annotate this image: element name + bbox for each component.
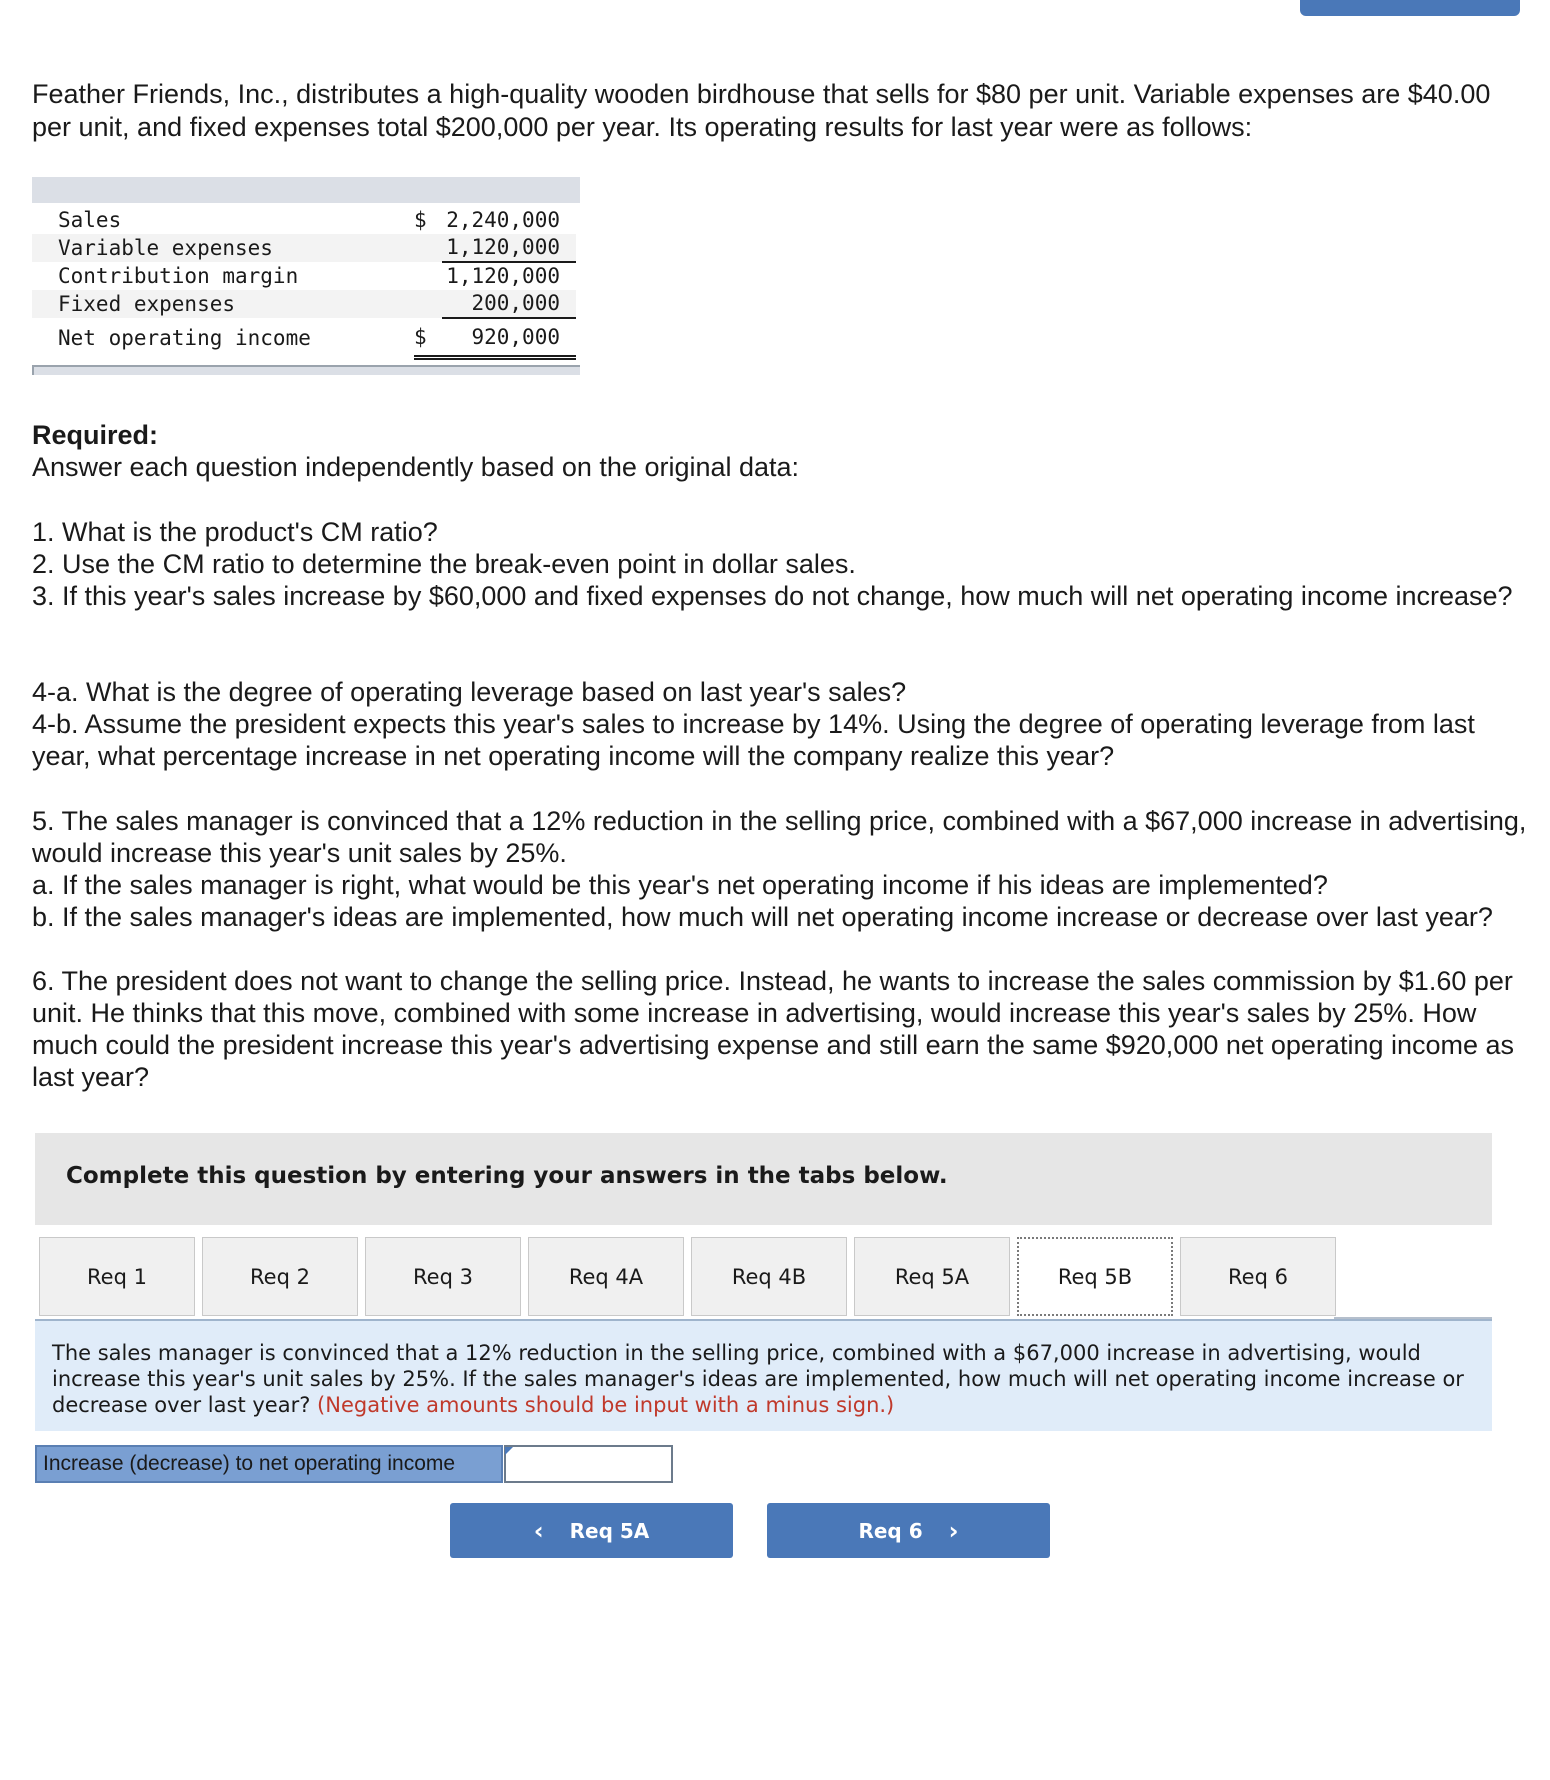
row-amount: 1,120,000 [442, 234, 576, 262]
question-4a: 4-a. What is the degree of operating leverage based on last year's sales? [32, 677, 907, 707]
table-row [32, 262, 576, 290]
tab-req-4b[interactable]: Req 4B [691, 1237, 847, 1316]
question-5b: b. If the sales manager's ideas are implemented, how much will net operating income increase or decrease over last year? [32, 902, 1493, 932]
question-1: 1. What is the product's CM ratio? [32, 517, 438, 547]
row-currency [414, 290, 442, 318]
row-currency [414, 234, 442, 262]
row-label: Sales [58, 208, 122, 232]
question-3: 3. If this year's sales increase by $60,000 and fixed expenses do not change, how much will net operating income increase? [32, 581, 1513, 611]
answer-label: Increase (decrease) to net operating income [35, 1445, 503, 1483]
next-req-button[interactable] [767, 1503, 1050, 1558]
tab-req-6[interactable]: Req 6 [1180, 1237, 1336, 1316]
table-row [32, 207, 576, 234]
tab-bar [39, 1237, 1343, 1318]
problem-intro: Feather Friends, Inc., distributes a high-quality wooden birdhouse that sells for $80 per unit. Variable expenses are $40.00 per unit, and fixed expenses total $200,000 per year. Its operating results for last year were as follows: [32, 79, 1491, 142]
instructions-panel [35, 1133, 1492, 1225]
question-5: 5. The sales manager is convinced that a 12% reduction in the selling price, combined with a $67,000 increase in advertising, would increase this year's unit sales by 25%. [32, 806, 1527, 868]
tab-req-5b[interactable]: Req 5B [1017, 1237, 1173, 1316]
row-label: Net operating income [58, 325, 311, 350]
row-amount: 1,120,000 [446, 264, 560, 288]
questions-5 [32, 805, 1532, 933]
tab-req-1[interactable]: Req 1 [39, 1237, 195, 1316]
questions-1-3 [32, 516, 1532, 612]
next-req-label: Req 6 [858, 1518, 923, 1543]
prev-req-button[interactable] [450, 1503, 733, 1558]
income-statement-table [32, 207, 576, 360]
table-row [32, 234, 576, 262]
chevron-left-icon: ‹ [533, 1516, 544, 1545]
questions-6 [32, 965, 1532, 1093]
income-statement [32, 177, 580, 377]
row-label: Contribution margin [58, 263, 299, 288]
table-row [32, 290, 576, 318]
required-instruction: Answer each question independently based on the original data: [32, 452, 800, 482]
row-currency [414, 262, 442, 290]
tab-req-2[interactable]: Req 2 [202, 1237, 358, 1316]
row-amount: 2,240,000 [446, 208, 560, 232]
question-4b: 4-b. Assume the president expects this year's sales to increase by 14%. Using the degree of operating leverage from last year, what percentage increase in net operating income will the company realize this year? [32, 709, 1475, 771]
question-box-text [52, 1340, 1472, 1418]
row-label: Variable expenses [32, 234, 414, 262]
required-title: Required: [32, 420, 159, 450]
questions-4 [32, 676, 1532, 772]
row-currency: $ [414, 318, 442, 358]
row-label: Fixed expenses [32, 290, 414, 318]
income-statement-footer [32, 365, 580, 375]
tab-req-3[interactable]: Req 3 [365, 1237, 521, 1316]
row-currency: $ [414, 208, 427, 232]
answer-input[interactable] [504, 1445, 673, 1483]
table-row [32, 318, 576, 358]
question-6: 6. The president does not want to change the selling price. Instead, he wants to increase the sales commission by $1.60 per unit. He thinks that this move, combined with some increase in advertising, would increase this year's sales by 25%. How much could the president increase this year's advertising expense and still earn the same $920,000 net operating income as last year? [32, 966, 1515, 1092]
income-statement-header [32, 177, 580, 203]
chevron-right-icon: › [948, 1516, 959, 1545]
row-amount: 920,000 [442, 318, 576, 358]
top-action-button[interactable] [1300, 0, 1520, 16]
tab-req-5a[interactable]: Req 5A [854, 1237, 1010, 1316]
tab-req-4a[interactable]: Req 4A [528, 1237, 684, 1316]
question-box [35, 1319, 1492, 1431]
row-amount: 200,000 [442, 290, 576, 318]
prev-req-label: Req 5A [569, 1518, 650, 1543]
question-2: 2. Use the CM ratio to determine the break-even point in dollar sales. [32, 549, 856, 579]
input-hint: (Negative amounts should be input with a minus sign.) [317, 1393, 895, 1417]
input-corner-marker [505, 1447, 513, 1455]
instructions-text: Complete this question by entering your answers in the tabs below. [66, 1163, 948, 1189]
question-box-body: The sales manager is convinced that a 12% reduction in the selling price, combined with a $67,000 increase in advertising, would increase this year's unit sales by 25%. If the sales manager's ideas are implemented, how much will net operating income increase or decrease over last year? [52, 1341, 1464, 1417]
question-5a: a. If the sales manager is right, what would be this year's net operating income if his ideas are implemented? [32, 870, 1328, 900]
